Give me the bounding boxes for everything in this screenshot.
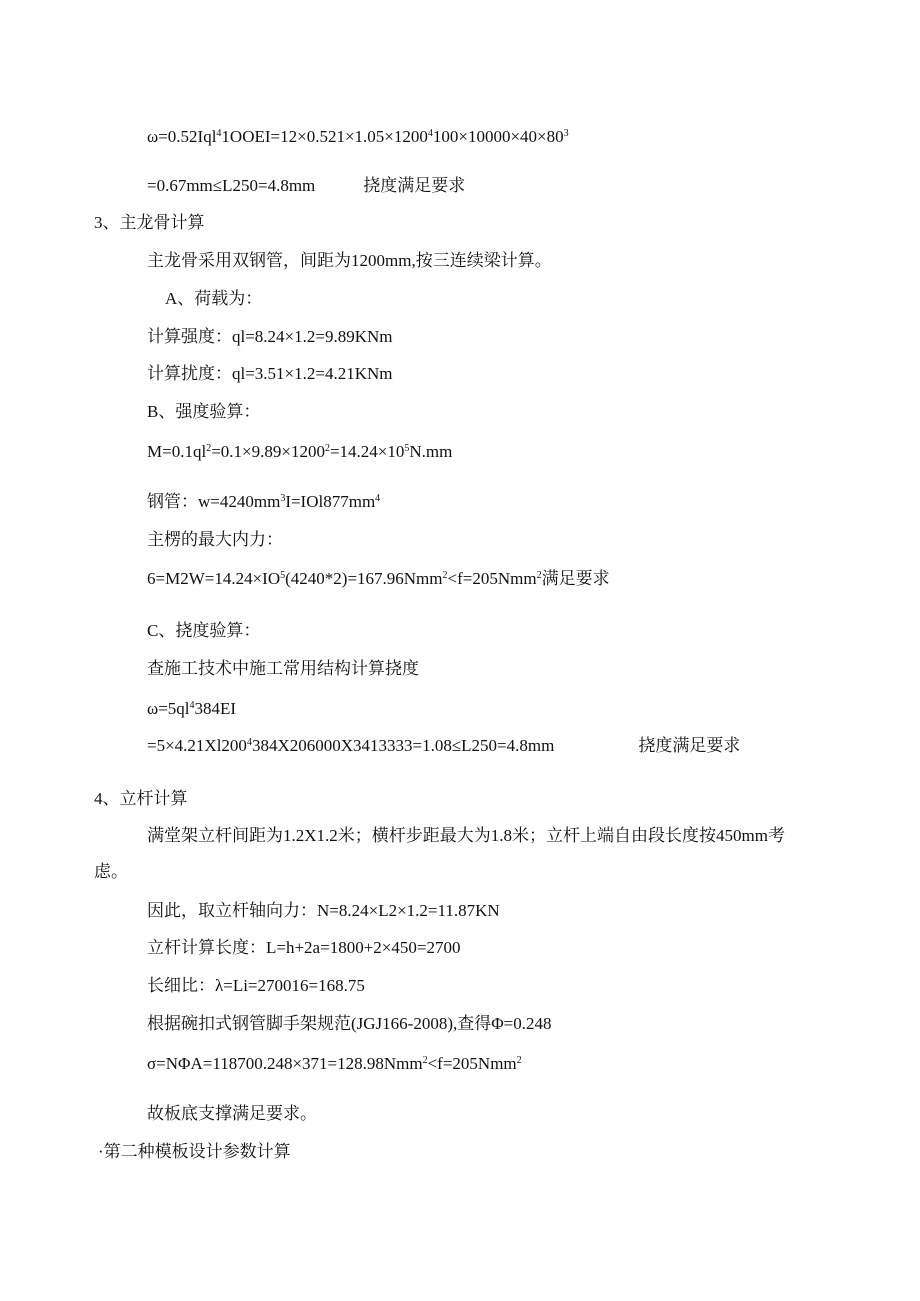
deflection-result-line <box>147 736 740 756</box>
exponent: 4 <box>427 128 433 139</box>
formula-text: =0.1×9.89×1200 <box>211 442 325 461</box>
pipe-property-line <box>147 492 380 512</box>
exponent: 4 <box>216 128 222 139</box>
paragraph-continuation: 虑。 <box>94 862 128 881</box>
formula-text: 钢管：w=4240mm <box>147 492 281 511</box>
formula-line: 立杆计算长度：L=h+2a=1800+2×450=2700 <box>147 938 461 957</box>
exponent: 2 <box>206 443 212 454</box>
conclusion-text: 挠度满足要求 <box>363 176 466 195</box>
formula-text: ω=5ql <box>147 699 190 718</box>
paragraph: 满堂架立杆间距为1.2X1.2米；横杆步距最大为1.8米；立杆上端自由段长度按450mm考 <box>147 826 785 845</box>
formula-text: N.mm <box>409 442 453 461</box>
formula-text: <f=205Nmm <box>427 1054 517 1073</box>
formula-text: 384X206000X3413333=1.08≤L250=4.8mm <box>251 736 555 755</box>
exponent: 2 <box>324 443 330 454</box>
formula-line: 计算强度：ql=8.24×1.2=9.89KNm <box>147 327 393 346</box>
formula-text: =5×4.21Xl200 <box>147 736 247 755</box>
section-heading: 4、立杆计算 <box>94 789 188 808</box>
formula-text: 384EI <box>194 699 237 718</box>
subheading: C、挠度验算： <box>147 621 261 640</box>
formula-text: M=0.1ql <box>147 442 207 461</box>
paragraph: 主楞的最大内力： <box>147 530 283 549</box>
exponent: 2 <box>422 1055 428 1066</box>
deflection-result-line <box>147 176 465 196</box>
subheading: A、荷载为： <box>165 289 263 308</box>
exponent: 5 <box>404 443 410 454</box>
formula-text: =0.67mm≤L250=4.8mm <box>147 176 316 195</box>
paragraph: 故板底支撑满足要求。 <box>147 1104 317 1123</box>
formula-text: =14.24×10 <box>329 442 405 461</box>
stress-formula-line <box>147 1054 522 1074</box>
exponent: 4 <box>375 493 381 504</box>
formula-text: <f=205Nmm <box>447 569 537 588</box>
formula-line: 计算扰度：ql=3.51×1.2=4.21KNm <box>147 364 393 383</box>
formula-text: I=IOl877mm <box>285 492 376 511</box>
formula-line: 根据碗扣式钢管脚手架规范(JGJ166-2008),查得Φ=0.248 <box>147 1014 552 1033</box>
exponent: 2 <box>442 570 448 581</box>
exponent: 4 <box>246 737 252 748</box>
formula-text: 1OOEI=12×0.521×1.05×1200 <box>221 127 428 146</box>
deflection-formula-line <box>147 127 569 147</box>
exponent: 5 <box>280 570 286 581</box>
section-heading: ·第二种模板设计参数计算 <box>98 1142 291 1161</box>
formula-text: 6=M2W=14.24×IO <box>147 569 281 588</box>
exponent: 4 <box>189 700 195 711</box>
exponent: 3 <box>280 493 286 504</box>
exponent: 3 <box>563 128 569 139</box>
subheading: B、强度验算： <box>147 402 261 421</box>
section-heading: 3、主龙骨计算 <box>94 213 205 232</box>
stress-formula-line <box>147 569 610 589</box>
exponent: 2 <box>536 570 542 581</box>
conclusion-text: 挠度满足要求 <box>638 736 741 755</box>
exponent: 2 <box>516 1055 522 1066</box>
paragraph: 查施工技术中施工常用结构计算挠度 <box>147 659 419 678</box>
paragraph: 主龙骨采用双钢管，间距为1200mm,按三连续梁计算。 <box>147 251 552 270</box>
formula-line: 因此，取立杆轴向力：N=8.24×L2×1.2=11.87KN <box>147 901 500 920</box>
formula-line <box>147 699 236 719</box>
moment-formula-line <box>147 442 452 462</box>
formula-text: σ=NΦA=118700.248×371=128.98Nmm <box>147 1054 423 1073</box>
formula-text: 100×10000×40×80 <box>432 127 564 146</box>
formula-text: (4240*2)=167.96Nmm <box>285 569 443 588</box>
conclusion-text: 满足要求 <box>541 569 610 588</box>
formula-line: 长细比：λ=Li=270016=168.75 <box>147 976 365 995</box>
formula-text: ω=0.52Iql <box>147 127 217 146</box>
